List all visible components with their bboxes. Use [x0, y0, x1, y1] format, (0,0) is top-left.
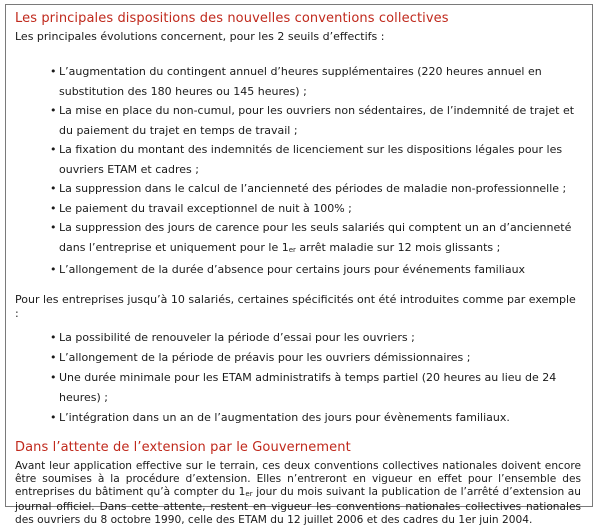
extension-paragraph: [15, 460, 581, 527]
list-item: • L’intégration dans un an de l’augmentation des jours pour évènements familiaux.: [59, 408, 581, 428]
small-business-paragraph: Pour les entreprises jusqu’à 10 salariés, certaines spécificités ont été introduites comme par exemple :: [15, 292, 576, 320]
superscript: er: [288, 245, 296, 254]
list-item: • La suppression dans le calcul de l’ancienneté des périodes de maladie non-professionnelle ;: [59, 179, 581, 199]
list-item: • Une durée minimale pour les ETAM administratifs à temps partiel (20 heures au lieu de 24 heures) ;: [59, 368, 581, 408]
list-item: • La possibilité de renouveler la période d’essai pour les ouvriers ;: [59, 328, 581, 348]
evolutions-list: [15, 62, 581, 280]
list-item-text: La suppression des jours de carence pour les seuls salariés qui comptent un an d’ancienneté dans l’entreprise et uniquement pour le 1: [59, 221, 572, 254]
superscript: er: [245, 489, 253, 498]
intro-text: Les principales évolutions concernent, pour les 2 seuils d’effectifs :: [15, 30, 385, 43]
section-heading-extension: Dans l’attente de l’extension par le Gouvernement: [15, 439, 351, 455]
body-text: Avant leur application effective sur le terrain, ces deux conventions collectives nationales doivent encore être soumises à la procédure d’extension. Elles n’entreront en vigueur en effet pour l’ensemble des entreprises du bâtiment qu’à compter du 1: [15, 459, 581, 498]
list-item: • L’allongement de la durée d’absence pour certains jours pour événements familiaux: [59, 260, 581, 280]
list-item: • Le paiement du travail exceptionnel de nuit à 100% ;: [59, 199, 581, 219]
list-item: • La mise en place du non-cumul, pour les ouvriers non sédentaires, de l’indemnité de trajet et du paiement du trajet en temps de travail ;: [59, 101, 581, 140]
list-item: • L’allongement de la période de préavis pour les ouvriers démissionnaires ;: [59, 348, 581, 368]
document: [15, 11, 581, 527]
list-item: • L’augmentation du contingent annuel d’heures supplémentaires (220 heures annuel en substitution des 180 heures ou 145 heures) ;: [59, 62, 581, 101]
list-item: • La fixation du montant des indemnités de licenciement sur les dispositions légales pour les ouvriers ETAM et cadres ;: [59, 140, 581, 179]
body-text: jour du mois suivant la publication de l’arrêté d’extension au journal officiel. Dans cette attente, restent en vigueur les conventions nationales collectives nationales des ouvriers du 8 octobre 1990, celle des ETAM du 12 juillet 2006 et des cadres du 1er juin 2004.: [15, 485, 581, 526]
list-item-text: arrêt maladie sur 12 mois glissants ;: [295, 240, 501, 254]
list-item: [59, 218, 581, 260]
section-heading-dispositions: Les principales dispositions des nouvelles conventions collectives: [15, 11, 449, 26]
specificities-list: [15, 328, 581, 428]
